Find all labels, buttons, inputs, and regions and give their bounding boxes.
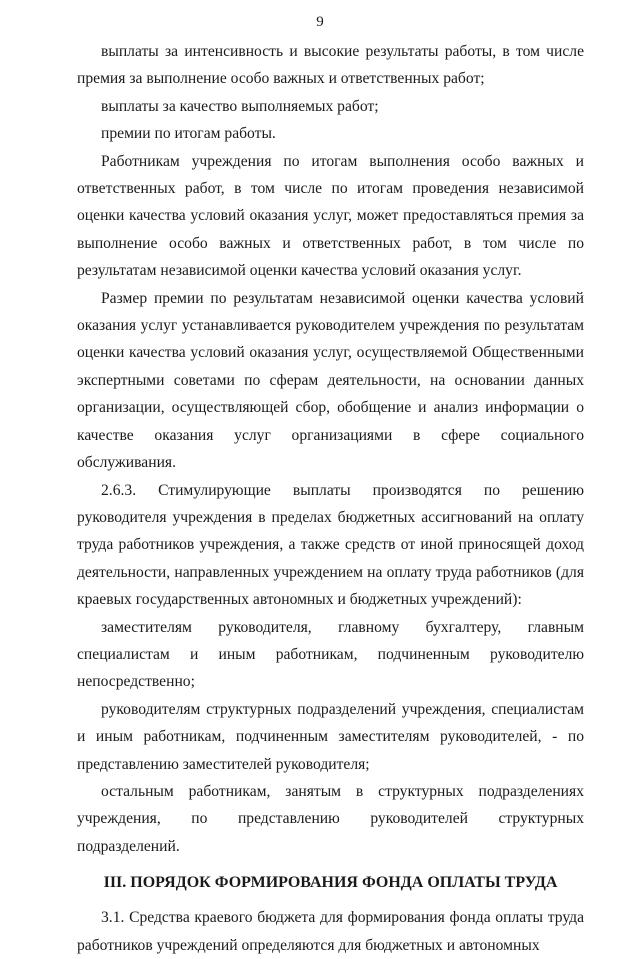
paragraph: руководителям структурных подразделений учреждения, специалистам и иным работникам, подчиненным заместителям руководителей, - по представлению заместителей руководителя; <box>77 700 584 773</box>
paragraph: Работникам учреждения по итогам выполнения особо важных и ответственных работ, в том числе по итогам проведения независимой оценки качества условий оказания услуг, может предоставляться премия за выполнение особо важных и ответственных работ, в том числе по результатам независимой оценки качества условий оказания услуг. <box>77 152 584 280</box>
paragraph: 3.1. Средства краевого бюджета для формирования фонда оплаты труда работников учреждений определяются для бюджетных и автономных <box>77 909 584 954</box>
paragraph: заместителям руководителя, главному бухгалтеру, главным специалистам и иным работникам, подчиненным руководителю непосредственно; <box>77 618 584 691</box>
paragraph: остальным работникам, занятым в структурных подразделениях учреждения, по представлению руководителей структурных подразделений. <box>77 782 584 855</box>
paragraph: премии по итогам работы. <box>101 125 276 143</box>
document-body <box>77 38 584 959</box>
section-heading: III. ПОРЯДОК ФОРМИРОВАНИЯ ФОНДА ОПЛАТЫ ТРУДА <box>103 874 558 892</box>
paragraph: выплаты за качество выполняемых работ; <box>101 97 379 115</box>
paragraph: выплаты за интенсивность и высокие результаты работы, в том числе премия за выполнение особо важных и ответственных работ; <box>77 43 584 88</box>
paragraph: 2.6.3. Стимулирующие выплаты производятся по решению руководителя учреждения в пределах бюджетных ассигнований на оплату труда работников учреждения, а также средств от иной приносящей доход деятельности, направленных учреждением на оплату труда работников (для краевых государственных автономных и бюджетных учреждений): <box>77 481 584 609</box>
page-number: 9 <box>316 14 324 30</box>
paragraph: Размер премии по результатам независимой оценки качества условий оказания услуг устанавливается руководителем учреждения по результатам оценки качества условий оказания услуг, осуществляемой Общественными экспертными советами по сферам деятельности, на основании данных организации, осуществляющей сбор, обобщение и анализ информации о качестве оказания услуг организациями в сфере социального обслуживания. <box>77 289 584 472</box>
